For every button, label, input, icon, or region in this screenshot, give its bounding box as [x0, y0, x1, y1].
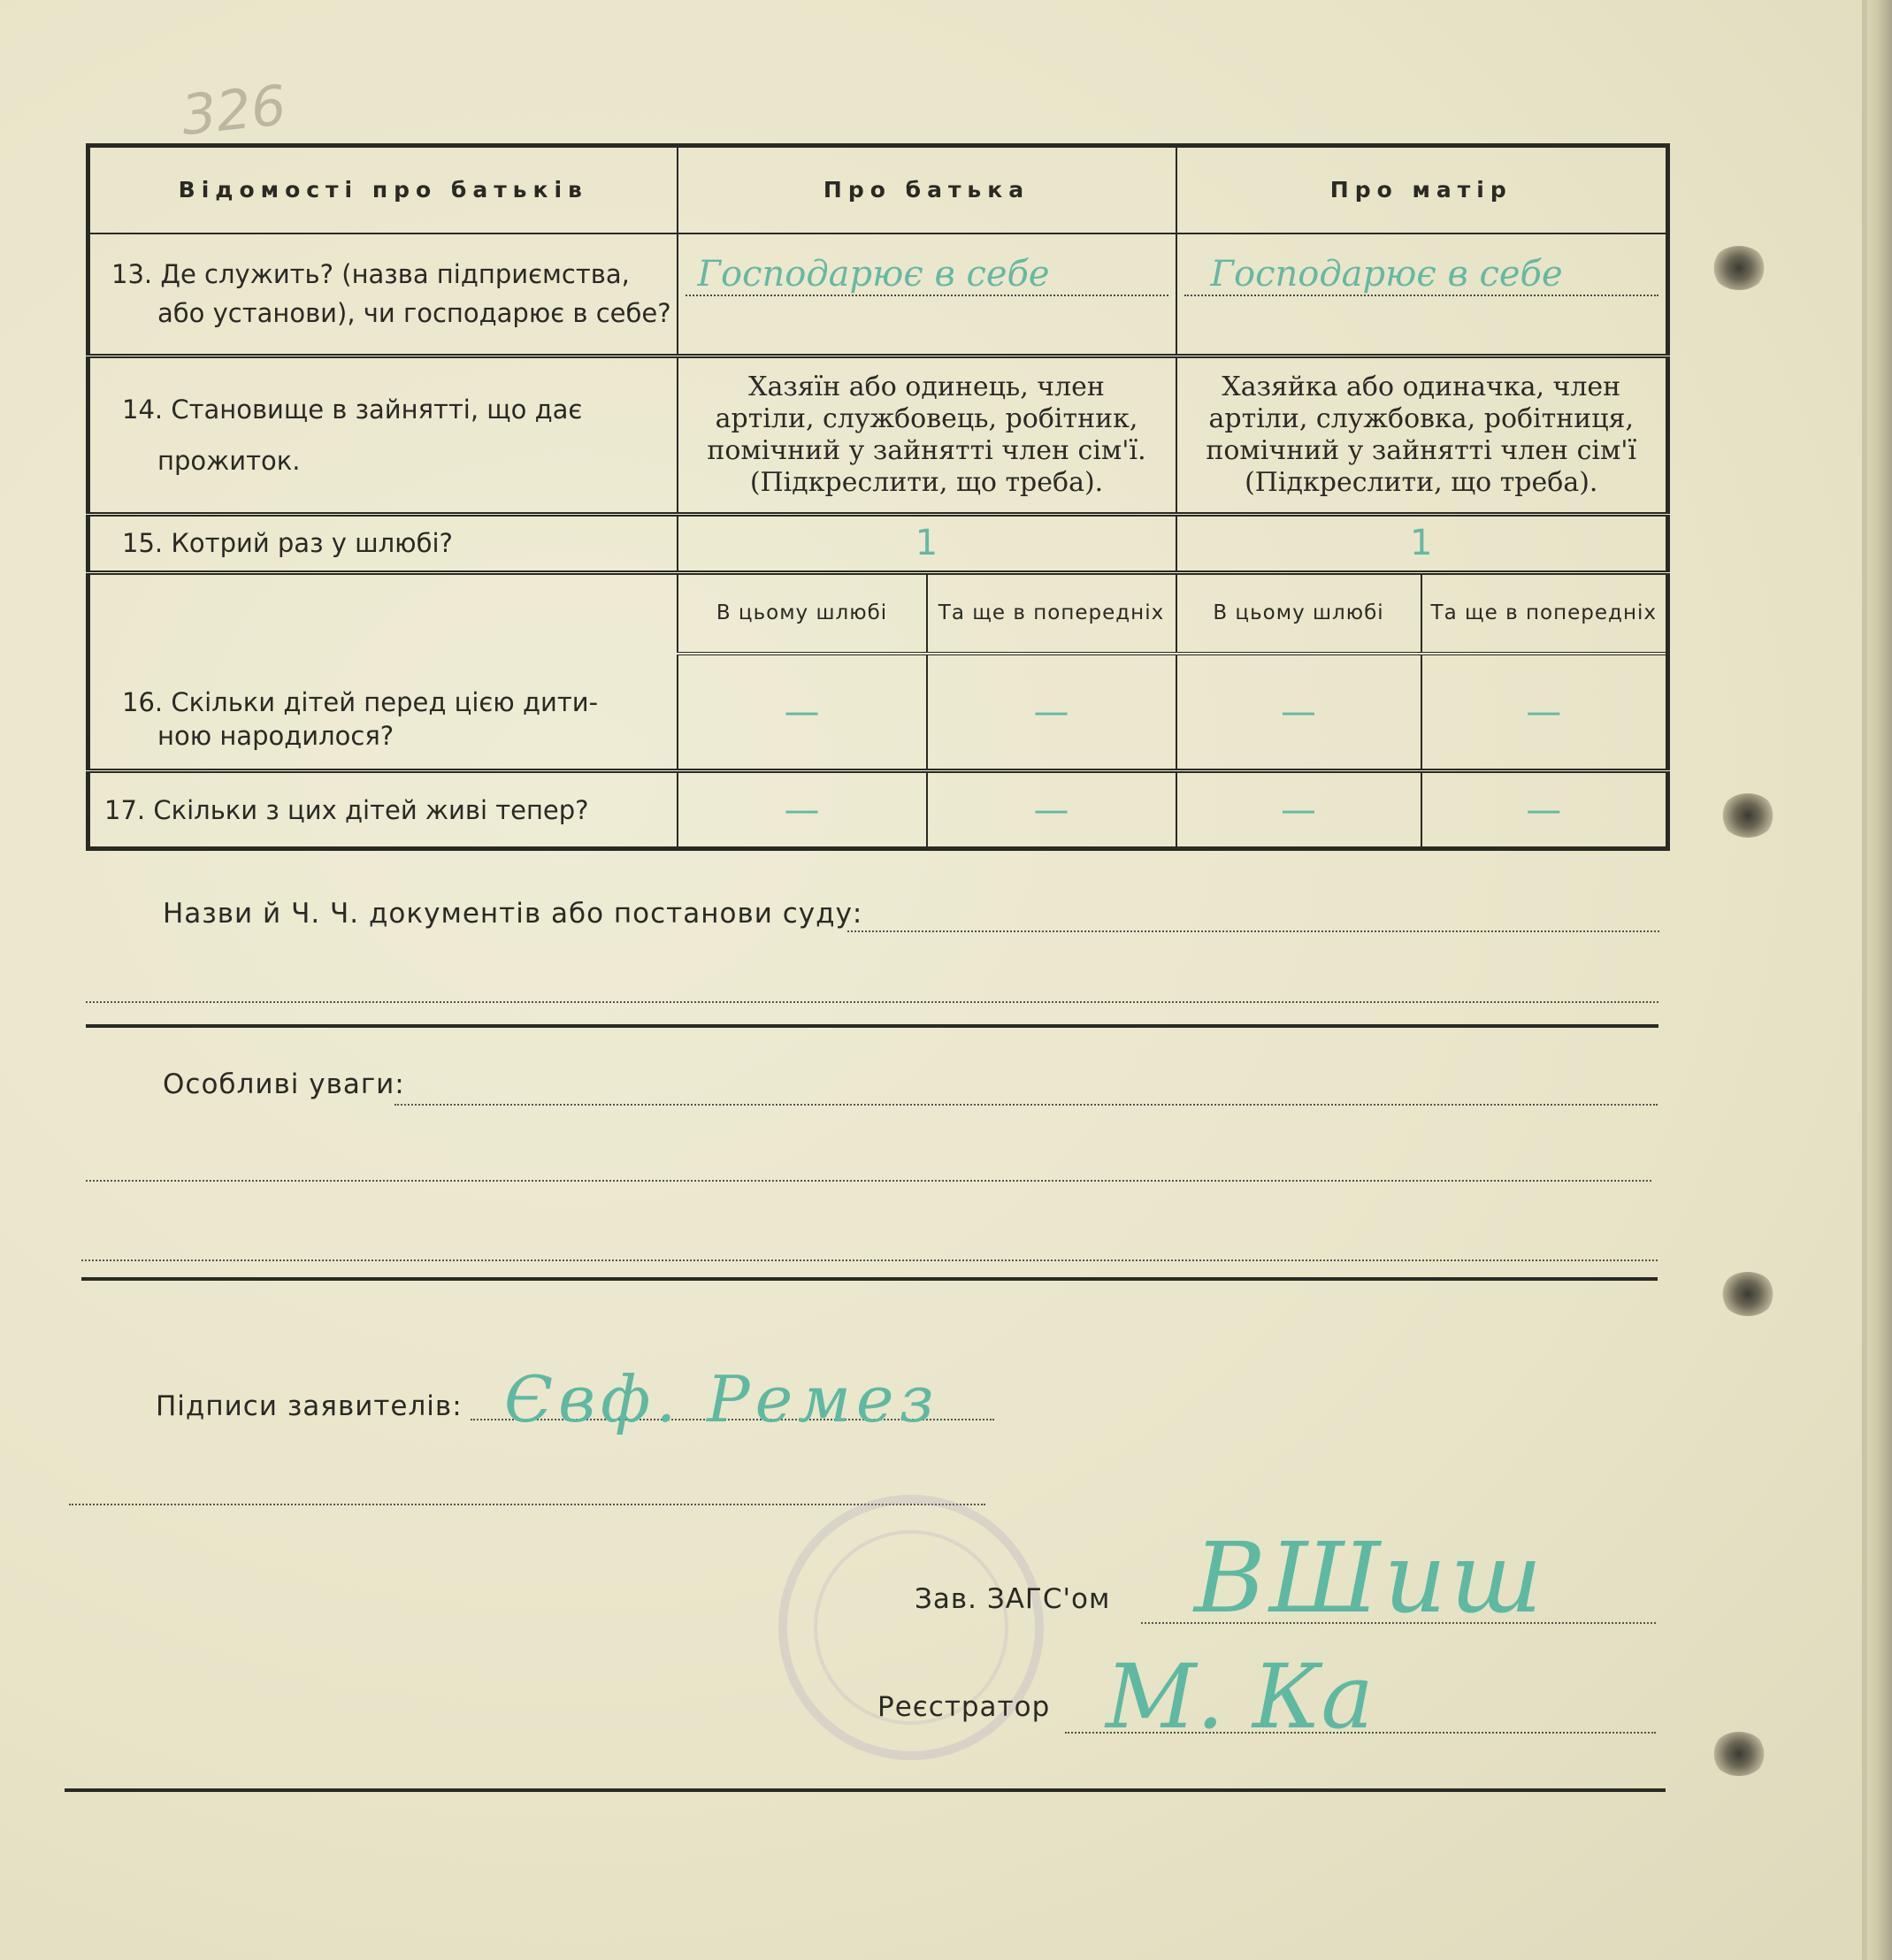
- q14-label: [88, 356, 678, 514]
- table-header-row: [88, 146, 1668, 234]
- q16-father-previous: Та ще в попередніх: [927, 572, 1176, 654]
- documents-section-rule: [86, 1024, 1658, 1028]
- header-mother: Про матір: [1176, 146, 1668, 234]
- binding-hole-icon: [1712, 1732, 1766, 1776]
- q13-mother-cell: [1176, 234, 1668, 356]
- q13-label: [88, 234, 678, 356]
- applicants-label: Підписи заявителів:: [156, 1390, 463, 1422]
- binding-hole-icon: [1720, 793, 1775, 838]
- q14-line2: прожиток.: [157, 446, 301, 477]
- q15-mother-value: 1: [1176, 515, 1668, 572]
- q14-father-options: Хазяїн або одинець, член артіли, службовець, робітник, помічний у зайнятті член сім'ї. (Підкреслити, що треба).: [678, 356, 1176, 514]
- row-q16-subheader: [88, 572, 1668, 654]
- q16-mother-previous: Та ще в попередніх: [1421, 572, 1668, 654]
- remarks-line-3: [81, 1259, 1658, 1261]
- q16-value: —: [678, 654, 927, 771]
- remarks-line-2: [86, 1180, 1651, 1182]
- q15-label: 15. Котрий раз у шлюбі?: [88, 515, 678, 572]
- registrar-signature: М. Ка: [1106, 1645, 1374, 1749]
- q16-value: —: [1421, 654, 1668, 771]
- remarks-label: Особливі уваги:: [163, 1068, 405, 1100]
- row-q15: [88, 515, 1668, 572]
- q13-father-cell: [678, 234, 1176, 356]
- q13-line2: або установи), чи господарює в себе?: [157, 298, 671, 329]
- parents-info-table: [86, 143, 1670, 851]
- applicants-line-2: [69, 1504, 985, 1505]
- q16-value: —: [927, 654, 1176, 771]
- head-label: Зав. ЗАГС'ом: [915, 1583, 1111, 1615]
- header-father: Про батька: [678, 146, 1176, 234]
- header-parents-info: Відомості про батьків: [88, 146, 678, 234]
- q13-mother-value: Господарює в себе: [1184, 254, 1659, 296]
- q17-value: —: [1421, 771, 1668, 849]
- q14-mother-options: Хазяйка або одиначка, член артіли, службовка, робітниця, помічний у зайнятті член сім'ї (Підкреслити, що треба).: [1176, 356, 1668, 514]
- q14-line1: 14. Становище в зайнятті, що дає: [122, 394, 583, 425]
- q17-label: 17. Скільки з цих дітей живі тепер?: [88, 771, 678, 849]
- q17-value: —: [927, 771, 1176, 849]
- documents-label: Назви й Ч. Ч. документів або постанови суду:: [163, 898, 863, 930]
- archive-number: 326: [178, 73, 289, 148]
- bottom-rule: [65, 1788, 1666, 1792]
- documents-line-2: [86, 1001, 1658, 1003]
- row-q17: [88, 771, 1668, 849]
- remarks-line: [394, 1104, 1658, 1106]
- q17-value: —: [1176, 771, 1421, 849]
- row-q14: [88, 356, 1668, 514]
- binding-hole-icon: [1712, 246, 1766, 290]
- q16-line2: ною народилося?: [157, 721, 394, 752]
- head-signature: ВШиш: [1194, 1521, 1546, 1635]
- q13-father-value: Господарює в себе: [686, 254, 1168, 296]
- q16-mother-this-marriage: В цьому шлюбі: [1176, 572, 1421, 654]
- applicants-signature: Євф. Ремез: [504, 1362, 939, 1436]
- q13-line1: 13. Де служить? (назва підприємства,: [111, 259, 630, 290]
- page-edge: [1867, 0, 1892, 1960]
- documents-line: [847, 930, 1659, 932]
- q15-father-value: 1: [678, 515, 1176, 572]
- registrar-label: Реєстратор: [877, 1691, 1051, 1723]
- q16-line1: 16. Скільки дітей перед цією дити-: [122, 687, 599, 718]
- binding-hole-icon: [1720, 1272, 1775, 1316]
- q16-label: [88, 572, 678, 771]
- q16-father-this-marriage: В цьому шлюбі: [678, 572, 927, 654]
- q17-value: —: [678, 771, 927, 849]
- q16-value: —: [1176, 654, 1421, 771]
- remarks-section-rule: [81, 1277, 1658, 1281]
- row-q13: [88, 234, 1668, 356]
